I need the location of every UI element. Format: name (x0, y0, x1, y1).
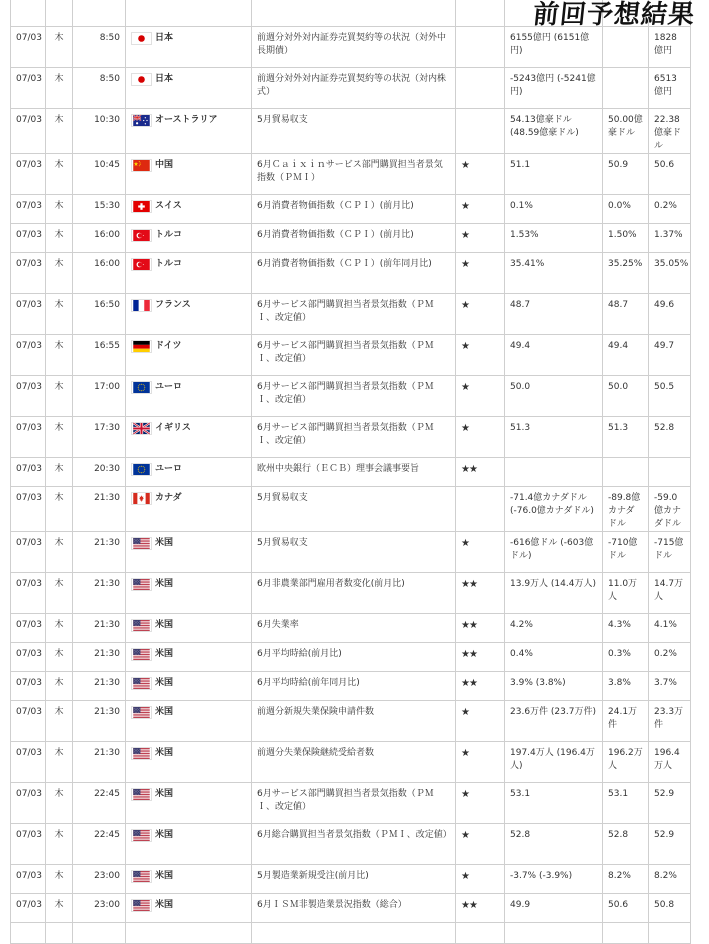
country-cell (126, 894, 252, 923)
table-row (11, 614, 691, 643)
date-cell: 07/03 (11, 335, 46, 376)
result-value: 50.6 (649, 154, 691, 195)
time-cell: 21:30 (73, 742, 126, 783)
previous-value: 3.9% (3.8%) (505, 672, 603, 701)
us-flag-icon (131, 747, 152, 760)
table-row (11, 672, 691, 701)
previous-value: -616億ドル (-603億ドル) (505, 532, 603, 573)
indicator-link[interactable]: 前週分対外対内証券売買契約等の状況（対内株式） (252, 68, 456, 109)
forecast-value: 53.1 (603, 783, 649, 824)
indicator-link[interactable]: 6月平均時給(前年同月比) (252, 672, 456, 701)
table-row (11, 701, 691, 742)
weekday-cell: 木 (46, 532, 73, 573)
importance-stars: ★ (456, 701, 505, 742)
forecast-value: 52.8 (603, 824, 649, 865)
result-value: 0.2% (649, 195, 691, 224)
time-cell: 17:30 (73, 417, 126, 458)
calendar-body (11, 0, 691, 944)
weekday-cell: 木 (46, 195, 73, 224)
importance-stars: ★★ (456, 458, 505, 487)
weekday-cell: 木 (46, 109, 73, 154)
time-cell: 16:50 (73, 294, 126, 335)
forecast-value: 3.8% (603, 672, 649, 701)
forecast-value (603, 458, 649, 487)
country-cell (126, 487, 252, 532)
date-cell: 07/03 (11, 27, 46, 68)
date-cell: 07/03 (11, 417, 46, 458)
forecast-value: 50.0 (603, 376, 649, 417)
forecast-value: 51.3 (603, 417, 649, 458)
germany-flag-icon (131, 340, 152, 353)
date-cell: 07/03 (11, 458, 46, 487)
weekday-cell: 木 (46, 376, 73, 417)
weekday-cell: 木 (46, 27, 73, 68)
country-cell (126, 376, 252, 417)
importance-stars: ★ (456, 376, 505, 417)
country-cell (126, 195, 252, 224)
japan-flag-icon (131, 32, 152, 45)
previous-value: 48.7 (505, 294, 603, 335)
date-cell: 07/03 (11, 643, 46, 672)
previous-value: -71.4億カナダドル (-76.0億カナダドル) (505, 487, 603, 532)
time-cell: 21:30 (73, 614, 126, 643)
country-name: イギリス (155, 423, 191, 433)
previous-value: 54.13億豪ドル (48.59億豪ドル) (505, 109, 603, 154)
canada-flag-icon (131, 492, 152, 505)
weekday-cell: 木 (46, 643, 73, 672)
weekday-cell: 木 (46, 154, 73, 195)
country-name: トルコ (155, 259, 183, 269)
result-value: 1.37% (649, 224, 691, 253)
date-cell: 07/03 (11, 376, 46, 417)
date-cell: 07/03 (11, 224, 46, 253)
result-value: -59.0億カナダドル (649, 487, 691, 532)
eu-flag-icon (131, 381, 152, 394)
turkey-flag-icon (131, 229, 152, 242)
weekday-cell: 木 (46, 573, 73, 614)
country-cell (126, 573, 252, 614)
importance-stars (456, 487, 505, 532)
date-cell: 07/03 (11, 294, 46, 335)
date-cell: 07/03 (11, 614, 46, 643)
table-row-bottom-partial (11, 923, 691, 944)
switzerland-flag-icon (131, 200, 152, 213)
table-row (11, 253, 691, 294)
weekday-cell: 木 (46, 894, 73, 923)
importance-stars: ★ (456, 224, 505, 253)
country-cell (126, 253, 252, 294)
weekday-cell: 木 (46, 224, 73, 253)
country-cell (126, 532, 252, 573)
weekday-cell: 木 (46, 701, 73, 742)
importance-stars: ★ (456, 824, 505, 865)
uk-flag-icon (131, 422, 152, 435)
time-cell: 21:30 (73, 701, 126, 742)
table-row (11, 824, 691, 865)
weekday-cell: 木 (46, 614, 73, 643)
weekday-cell: 木 (46, 458, 73, 487)
time-cell: 10:45 (73, 154, 126, 195)
previous-value: 50.0 (505, 376, 603, 417)
previous-value: 49.9 (505, 894, 603, 923)
indicator-link[interactable]: 6月平均時給(前月比) (252, 643, 456, 672)
table-row (11, 573, 691, 614)
indicator-link[interactable]: 6月総合購買担当者景気指数（ＰＭＩ、改定値） (252, 824, 456, 865)
date-cell: 07/03 (11, 824, 46, 865)
weekday-cell: 木 (46, 672, 73, 701)
date-cell: 07/03 (11, 532, 46, 573)
date-cell: 07/03 (11, 672, 46, 701)
time-cell: 23:00 (73, 865, 126, 894)
indicator-link[interactable]: 6月Ｃａｉｘｉｎサービス部門購買担当者景気指数（ＰＭＩ） (252, 154, 456, 195)
forecast-value: 48.7 (603, 294, 649, 335)
result-value (649, 458, 691, 487)
date-cell: 07/03 (11, 573, 46, 614)
us-flag-icon (131, 829, 152, 842)
importance-stars: ★ (456, 253, 505, 294)
table-row (11, 294, 691, 335)
importance-stars (456, 68, 505, 109)
previous-value: 51.3 (505, 417, 603, 458)
indicator-link[interactable]: 6月サービス部門購買担当者景気指数（ＰＭＩ、改定値） (252, 294, 456, 335)
table-row (11, 154, 691, 195)
previous-value: 49.4 (505, 335, 603, 376)
country-cell (126, 27, 252, 68)
eu-flag-icon (131, 463, 152, 476)
country-cell (126, 672, 252, 701)
date-cell: 07/03 (11, 68, 46, 109)
importance-stars: ★ (456, 294, 505, 335)
indicator-link[interactable]: 6月失業率 (252, 614, 456, 643)
country-name: 米国 (155, 789, 174, 799)
date-cell: 07/03 (11, 195, 46, 224)
table-row (11, 894, 691, 923)
importance-stars: ★★ (456, 672, 505, 701)
previous-value: 6155億円 (6151億円) (505, 27, 603, 68)
table-row (11, 335, 691, 376)
country-name: 日本 (155, 74, 174, 84)
country-name: 米国 (155, 678, 174, 688)
us-flag-icon (131, 578, 152, 591)
us-flag-icon (131, 677, 152, 690)
indicator-link[interactable]: 6月消費者物価指数（ＣＰＩ）(前月比) (252, 195, 456, 224)
time-cell: 22:45 (73, 824, 126, 865)
weekday-cell: 木 (46, 487, 73, 532)
time-cell: 16:55 (73, 335, 126, 376)
country-cell (126, 643, 252, 672)
indicator-link[interactable]: 6月消費者物価指数（ＣＰＩ）(前年同月比) (252, 253, 456, 294)
importance-stars: ★ (456, 742, 505, 783)
importance-stars: ★ (456, 417, 505, 458)
result-value: 4.1% (649, 614, 691, 643)
date-cell: 07/03 (11, 742, 46, 783)
forecast-value: 0.0% (603, 195, 649, 224)
previous-value: 197.4万人 (196.4万人) (505, 742, 603, 783)
country-name: 米国 (155, 871, 174, 881)
country-cell (126, 701, 252, 742)
result-value: 1828億円 (649, 27, 691, 68)
result-value: -715億ドル (649, 532, 691, 573)
importance-stars: ★ (456, 865, 505, 894)
result-value: 52.8 (649, 417, 691, 458)
us-flag-icon (131, 537, 152, 550)
time-cell: 16:00 (73, 224, 126, 253)
country-name: 米国 (155, 748, 174, 758)
indicator-link[interactable]: 前週分失業保険継続受給者数 (252, 742, 456, 783)
date-cell: 07/03 (11, 109, 46, 154)
result-value: 35.05% (649, 253, 691, 294)
indicator-link[interactable]: 前週分対外対内証券売買契約等の状況（対外中長期債） (252, 27, 456, 68)
date-cell: 07/03 (11, 865, 46, 894)
table-row (11, 783, 691, 824)
table-row (11, 27, 691, 68)
forecast-value: 1.50% (603, 224, 649, 253)
weekday-cell: 木 (46, 335, 73, 376)
country-name: トルコ (155, 230, 183, 240)
country-cell (126, 865, 252, 894)
us-flag-icon (131, 619, 152, 632)
country-name: ドイツ (155, 341, 182, 351)
forecast-value: 4.3% (603, 614, 649, 643)
indicator-link[interactable]: 6月サービス部門購買担当者景気指数（ＰＭＩ、改定値） (252, 783, 456, 824)
time-cell: 21:30 (73, 487, 126, 532)
date-cell: 07/03 (11, 701, 46, 742)
table-row (11, 224, 691, 253)
country-cell (126, 614, 252, 643)
importance-stars: ★★ (456, 894, 505, 923)
indicator-link[interactable]: 6月ＩＳＭ非製造業景況指数（総合） (252, 894, 456, 923)
forecast-value: 49.4 (603, 335, 649, 376)
weekday-cell: 木 (46, 824, 73, 865)
importance-stars: ★★ (456, 614, 505, 643)
table-row (11, 742, 691, 783)
country-name: 米国 (155, 538, 174, 548)
indicator-link[interactable]: 5月貿易収支 (252, 532, 456, 573)
country-name: 米国 (155, 620, 174, 630)
country-cell (126, 224, 252, 253)
country-name: 米国 (155, 707, 174, 717)
result-value: 49.7 (649, 335, 691, 376)
previous-value: -3.7% (-3.9%) (505, 865, 603, 894)
result-value: 50.8 (649, 894, 691, 923)
table-row (11, 376, 691, 417)
time-cell: 21:30 (73, 573, 126, 614)
previous-value: -5243億円 (-5241億円) (505, 68, 603, 109)
country-name: ユーロ (155, 464, 183, 474)
time-cell: 15:30 (73, 195, 126, 224)
time-cell: 8:50 (73, 27, 126, 68)
importance-stars (456, 27, 505, 68)
forecast-value: 50.00億豪ドル (603, 109, 649, 154)
country-name: カナダ (155, 493, 182, 503)
weekday-cell: 木 (46, 417, 73, 458)
country-cell (126, 458, 252, 487)
date-cell: 07/03 (11, 783, 46, 824)
weekday-cell: 木 (46, 742, 73, 783)
forecast-value: 50.6 (603, 894, 649, 923)
previous-value: 0.1% (505, 195, 603, 224)
indicator-link[interactable]: 5月製造業新規受注(前月比) (252, 865, 456, 894)
france-flag-icon (131, 299, 152, 312)
date-cell: 07/03 (11, 487, 46, 532)
country-name: 中国 (155, 160, 174, 170)
country-name: 米国 (155, 830, 174, 840)
country-cell (126, 742, 252, 783)
table-row (11, 195, 691, 224)
forecast-value: 11.0万人 (603, 573, 649, 614)
country-cell (126, 335, 252, 376)
handwritten-title: 前回予想結果 (531, 0, 697, 30)
us-flag-icon (131, 788, 152, 801)
country-cell (126, 68, 252, 109)
forecast-value: 0.3% (603, 643, 649, 672)
previous-value: 51.1 (505, 154, 603, 195)
indicator-link[interactable]: 6月非農業部門雇用者数変化(前月比) (252, 573, 456, 614)
previous-value: 35.41% (505, 253, 603, 294)
indicator-link[interactable]: 6月サービス部門購買担当者景気指数（ＰＭＩ、改定値） (252, 376, 456, 417)
weekday-cell: 木 (46, 68, 73, 109)
indicator-link[interactable]: 6月サービス部門購買担当者景気指数（ＰＭＩ、改定値） (252, 417, 456, 458)
forecast-value: 50.9 (603, 154, 649, 195)
forecast-value (603, 68, 649, 109)
time-cell: 17:00 (73, 376, 126, 417)
weekday-cell: 木 (46, 294, 73, 335)
us-flag-icon (131, 870, 152, 883)
previous-value: 52.8 (505, 824, 603, 865)
table-row (11, 68, 691, 109)
country-cell (126, 417, 252, 458)
previous-value: 53.1 (505, 783, 603, 824)
previous-value (505, 458, 603, 487)
forecast-value (603, 27, 649, 68)
indicator-link[interactable]: 6月消費者物価指数（ＣＰＩ）(前月比) (252, 224, 456, 253)
country-name: ユーロ (155, 382, 183, 392)
indicator-link[interactable]: 5月貿易収支 (252, 487, 456, 532)
time-cell: 16:00 (73, 253, 126, 294)
china-flag-icon (131, 159, 152, 172)
japan-flag-icon (131, 73, 152, 86)
country-cell (126, 109, 252, 154)
date-cell: 07/03 (11, 253, 46, 294)
importance-stars: ★ (456, 335, 505, 376)
table-row (11, 417, 691, 458)
country-name: 米国 (155, 649, 174, 659)
time-cell: 22:45 (73, 783, 126, 824)
indicator-link[interactable]: 前週分新規失業保険申請件数 (252, 701, 456, 742)
importance-stars: ★ (456, 195, 505, 224)
country-name: フランス (155, 300, 191, 310)
time-cell: 23:00 (73, 894, 126, 923)
turkey-flag-icon (131, 258, 152, 271)
date-cell: 07/03 (11, 894, 46, 923)
result-value: 22.38億豪ドル (649, 109, 691, 154)
table-row (11, 865, 691, 894)
result-value: 50.5 (649, 376, 691, 417)
us-flag-icon (131, 706, 152, 719)
importance-stars: ★ (456, 783, 505, 824)
time-cell: 21:30 (73, 643, 126, 672)
time-cell: 20:30 (73, 458, 126, 487)
result-value: 52.9 (649, 824, 691, 865)
weekday-cell: 木 (46, 865, 73, 894)
result-value: 0.2% (649, 643, 691, 672)
importance-stars: ★★ (456, 573, 505, 614)
indicator-link[interactable]: 5月貿易収支 (252, 109, 456, 154)
previous-value: 13.9万人 (14.4万人) (505, 573, 603, 614)
result-value: 3.7% (649, 672, 691, 701)
us-flag-icon (131, 899, 152, 912)
country-cell (126, 783, 252, 824)
previous-value: 23.6万件 (23.7万件) (505, 701, 603, 742)
importance-stars: ★ (456, 154, 505, 195)
importance-stars: ★★ (456, 643, 505, 672)
forecast-value: -89.8億カナダドル (603, 487, 649, 532)
result-value: 14.7万人 (649, 573, 691, 614)
country-name: オーストラリア (155, 115, 218, 125)
previous-value: 1.53% (505, 224, 603, 253)
result-value: 49.6 (649, 294, 691, 335)
forecast-value: 24.1万件 (603, 701, 649, 742)
importance-stars (456, 109, 505, 154)
country-name: 米国 (155, 900, 174, 910)
table-row (11, 487, 691, 532)
previous-value: 4.2% (505, 614, 603, 643)
country-name: 米国 (155, 579, 174, 589)
forecast-value: 8.2% (603, 865, 649, 894)
time-cell: 8:50 (73, 68, 126, 109)
table-row (11, 532, 691, 573)
importance-stars: ★ (456, 532, 505, 573)
date-cell: 07/03 (11, 154, 46, 195)
country-cell (126, 294, 252, 335)
country-name: 日本 (155, 33, 174, 43)
time-cell: 10:30 (73, 109, 126, 154)
previous-value: 0.4% (505, 643, 603, 672)
country-cell (126, 824, 252, 865)
result-value: 52.9 (649, 783, 691, 824)
result-value: 196.4万人 (649, 742, 691, 783)
forecast-value: 35.25% (603, 253, 649, 294)
us-flag-icon (131, 648, 152, 661)
country-name: スイス (155, 201, 182, 211)
australia-flag-icon (131, 114, 152, 127)
weekday-cell: 木 (46, 253, 73, 294)
country-cell (126, 154, 252, 195)
table-row (11, 643, 691, 672)
forecast-value: 196.2万人 (603, 742, 649, 783)
result-value: 23.3万件 (649, 701, 691, 742)
economic-calendar-table (10, 0, 691, 944)
table-row (11, 109, 691, 154)
time-cell: 21:30 (73, 672, 126, 701)
result-value: 8.2% (649, 865, 691, 894)
weekday-cell: 木 (46, 783, 73, 824)
time-cell: 21:30 (73, 532, 126, 573)
result-value: 6513億円 (649, 68, 691, 109)
indicator-link[interactable]: 欧州中央銀行（ＥＣＢ）理事会議事要旨 (252, 458, 456, 487)
table-row (11, 458, 691, 487)
forecast-value: -710億ドル (603, 532, 649, 573)
indicator-link[interactable]: 6月サービス部門購買担当者景気指数（ＰＭＩ、改定値） (252, 335, 456, 376)
